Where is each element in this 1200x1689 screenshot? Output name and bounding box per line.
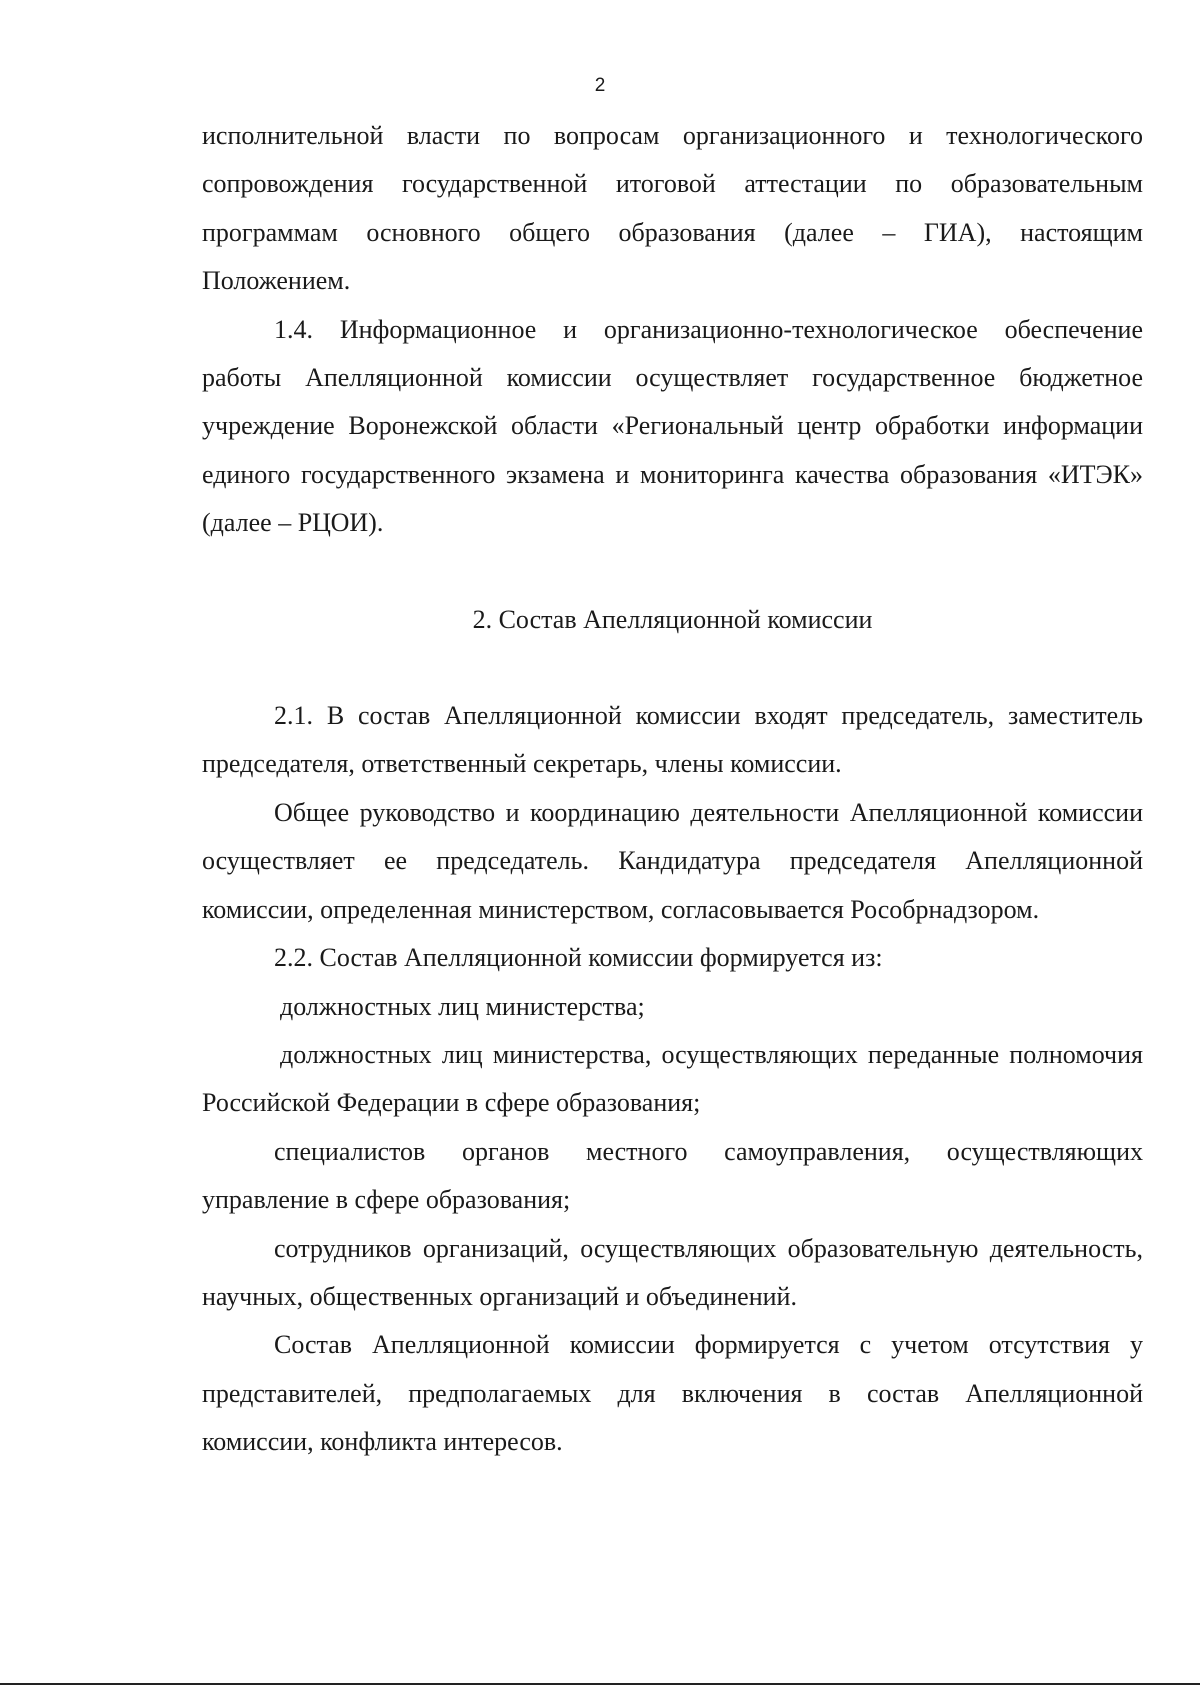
list-item-officials: должностных лиц министерства; (280, 991, 645, 1021)
section-heading: 2. Состав Апелляционной комиссии (472, 604, 873, 634)
list-item-organization-staff: сотрудников организаций, осуществляющих образовательную деятельность, научных, общественных организаций и объединений. (202, 1233, 1143, 1311)
list-item-officials-delegated: должностных лиц министерства, осуществляющих переданные полномочия Российской Федерации в сфере образования; (202, 1039, 1143, 1118)
paragraph-general-management: Общее руководство и координацию деятельности Апелляционной комиссии осуществляет ее председатель. Кандидатура председателя Апелляционной комиссии, определенная министерством, согласовывается Рособрнадзором. (202, 797, 1143, 924)
paragraph-continuation: исполнительной власти по вопросам организационного и технологического сопровождения государственной итоговой аттестации по образовательным программам основного общего образования (далее – ГИА), настоящим Положением. (202, 121, 1143, 296)
document-body (202, 112, 1143, 1467)
paragraph-2-1: 2.1. В состав Апелляционной комиссии входят председатель, заместитель председателя, ответственный секретарь, члены комиссии. (202, 701, 1143, 779)
page-bottom-border (0, 1683, 1200, 1685)
list-item-local-specialists: специалистов органов местного самоуправления, осуществляющих управление в сфере образования; (202, 1136, 1143, 1215)
page-number: 2 (594, 75, 606, 96)
paragraph-2-2: 2.2. Состав Апелляционной комиссии формируется из: (274, 943, 883, 973)
paragraph-conflict-of-interest: Состав Апелляционной комиссии формируется с учетом отсутствия у представителей, предполагаемых для включения в состав Апелляционной комиссии, конфликта интересов. (202, 1330, 1143, 1457)
paragraph-1-4: 1.4. Информационное и организационно-технологическое обеспечение работы Апелляционной комиссии осуществляет государственное бюджетное учреждение Воронежской области «Региональный центр обработки информации единого государственного экзамена и мониторинга качества образования «ИТЭК» (далее – РЦОИ). (202, 314, 1143, 538)
